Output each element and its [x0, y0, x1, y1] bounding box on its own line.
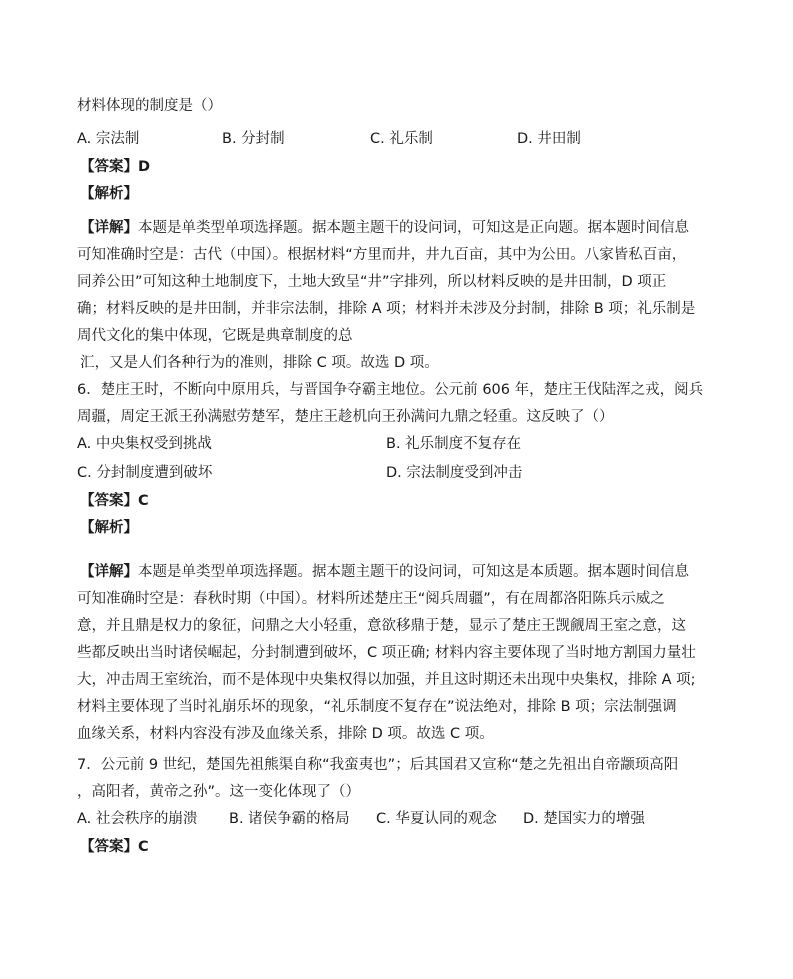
detail-text: 本题是单类型单项选择题。据本题主题干的设问词，可知这是正向题。据本题时间信息	[138, 220, 689, 236]
q5-detail-line-2: 可知准确时空是：古代（中国）。根据材料“方里而井，井九百亩，其中为公田。八家皆私百亩，	[77, 247, 687, 263]
q5-detail-line-3: 同养公田”可知这种土地制度下，土地大致呈“井”字排列，所以材料反映的是井田制，D 项正	[77, 274, 667, 290]
q5-option-c: C. 礼乐制	[370, 131, 433, 147]
q6-detail-line-5: 大，冲击周王室统治，而不是体现中央集权得以加强，并且这时期还未出现中央集权，排除 A 项;	[77, 672, 696, 688]
q7-stem-line-1: 7．公元前 9 世纪，楚国先祖熊渠自称“我蛮夷也”；后其国君又宣称“楚之先祖出自帝颛顼高阳	[77, 757, 679, 773]
q6-option-b: B. 礼乐制度不复存在	[386, 436, 522, 452]
q5-option-a: A. 宗法制	[77, 131, 140, 147]
q5-answer	[80, 157, 150, 177]
answer-label: 【答案】	[80, 493, 138, 509]
q6-detail-line-3: 意，并且鼎是权力的象征，问鼎之大小轻重，意欲移鼎于楚，显示了楚庄王觊觎周王室之意，这	[77, 618, 686, 634]
q6-option-d: D. 宗法制度受到冲击	[386, 465, 523, 481]
q6-stem-line-1: 6．楚庄王时，不断向中原用兵，与晋国争夺霸主地位。公元前 606 年，楚庄王伐陆浑之戎，阅兵	[77, 382, 704, 398]
q5-detail-line-4: 确；材料反映的是井田制，并非宗法制，排除 A 项；材料并未涉及分封制，排除 B 项；礼乐制是	[77, 301, 696, 317]
q5-detail-line-6: 汇，又是人们各种行为的准则，排除 C 项。故选 D 项。	[80, 355, 439, 371]
detail-label: 【详解】	[80, 564, 138, 580]
q7-option-d: D. 楚国实力的增强	[523, 811, 645, 827]
q6-option-a: A. 中央集权受到挑战	[77, 436, 212, 452]
q5-option-d: D. 井田制	[517, 131, 581, 147]
q7-stem-line-2: ，高阳者，黄帝之孙”。这一变化体现了（）	[77, 784, 361, 800]
q6-analysis-label: 【解析】	[80, 520, 138, 536]
answer-value: C	[138, 493, 149, 509]
q7-option-a: A. 社会秩序的崩溃	[77, 811, 198, 827]
q5-option-b: B. 分封制	[222, 131, 285, 147]
answer-label: 【答案】	[80, 159, 138, 175]
detail-text: 本题是单类型单项选择题。据本题主题干的设问词，可知这是本质题。据本题时间信息	[138, 564, 689, 580]
q6-detail-line-2: 可知准确时空是：春秋时期（中国）。材料所述楚庄王“阅兵周疆”，有在周都洛阳陈兵示威之	[77, 591, 665, 607]
q5-detail-line-1	[80, 218, 689, 238]
q5-detail-line-5: 周代文化的集中体现，它既是典章制度的总	[77, 328, 353, 344]
detail-label: 【详解】	[80, 220, 138, 236]
q5-analysis-label: 【解析】	[80, 186, 138, 202]
q6-answer	[80, 491, 149, 511]
q6-detail-line-4: 些都反映出当时诸侯崛起，分封制遭到破坏，C 项正确; 材料内容主要体现了当时地方割国力量壮	[77, 645, 696, 661]
q7-option-c: C. 华夏认同的观念	[376, 811, 497, 827]
q5-stem: 材料体现的制度是（）	[77, 98, 222, 114]
q7-answer	[80, 837, 149, 857]
q6-detail-line-7: 血缘关系，材料内容没有涉及血缘关系，排除 D 项。故选 C 项。	[77, 726, 494, 742]
q6-detail-line-1	[80, 562, 689, 582]
answer-value: D	[138, 159, 151, 175]
q6-option-c: C. 分封制度遭到破坏	[77, 465, 213, 481]
answer-label: 【答案】	[80, 839, 138, 855]
q7-option-b: B. 诸侯争霸的格局	[229, 811, 350, 827]
answer-value: C	[138, 839, 149, 855]
q6-detail-line-6: 材料主要体现了当时礼崩乐坏的现象，“礼乐制度不复存在”说法绝对，排除 B 项；宗法制强调	[77, 699, 677, 715]
q6-stem-line-2: 周疆，周定王派王孙满慰劳楚军，楚庄王趁机向王孙满问九鼎之轻重。这反映了（）	[77, 409, 614, 425]
